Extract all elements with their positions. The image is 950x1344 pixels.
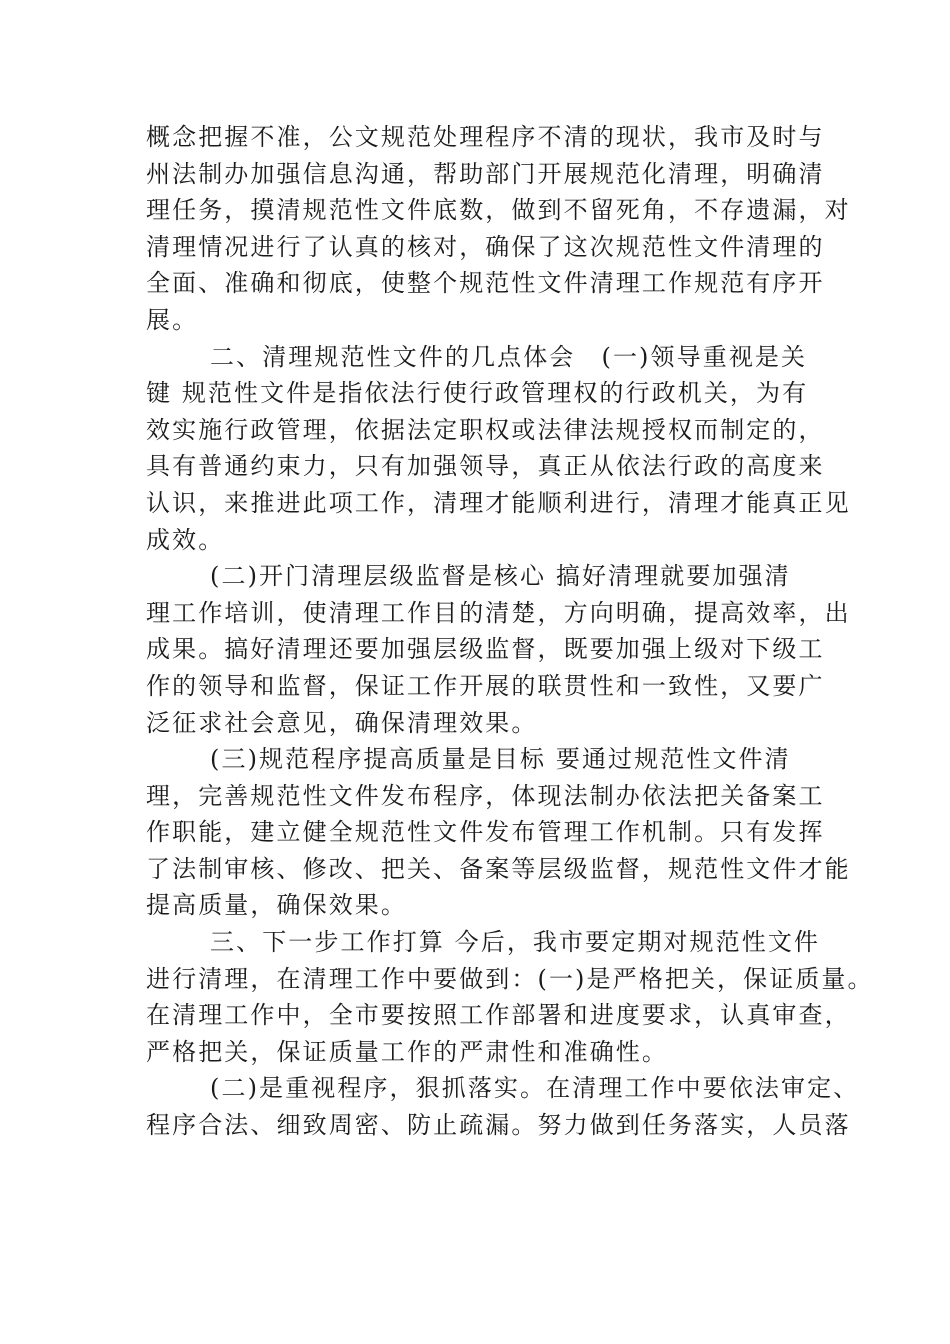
text-line: (三)规范程序提高质量是目标 要通过规范性文件清 bbox=[210, 745, 791, 774]
text-line: 泛征求社会意见，确保清理效果。 bbox=[146, 708, 538, 737]
text-line: 认识，来推进此项工作，清理才能顺利进行，清理才能真正见 bbox=[146, 488, 851, 517]
text-line: 成效。 bbox=[146, 525, 225, 554]
text-line: 提高质量，确保效果。 bbox=[146, 891, 407, 920]
text-line: (二)是重视程序，狠抓落实。在清理工作中要依法审定、 bbox=[210, 1074, 860, 1103]
text-line: 在清理工作中，全市要按照工作部署和进度要求，认真审查， bbox=[146, 1001, 851, 1030]
text-line: 作职能，建立健全规范性文件发布管理工作机制。只有发挥 bbox=[146, 818, 825, 847]
text-line: 理，完善规范性文件发布程序，体现法制办依法把关备案工 bbox=[146, 781, 825, 810]
text-line: 效实施行政管理，依据法定职权或法律法规授权而制定的， bbox=[146, 415, 825, 444]
text-line: 州法制办加强信息沟通，帮助部门开展规范化清理，明确清 bbox=[146, 159, 825, 188]
text-line: 理任务，摸清规范性文件底数，做到不留死角，不存遗漏，对 bbox=[146, 196, 851, 225]
text-line: 程序合法、细致周密、防止疏漏。努力做到任务落实，人员落 bbox=[146, 1111, 851, 1140]
text-line: 作的领导和监督，保证工作开展的联贯性和一致性，又要广 bbox=[146, 671, 825, 700]
text-line: 严格把关，保证质量工作的严肃性和准确性。 bbox=[146, 1037, 668, 1066]
text-line: 键 规范性文件是指依法行使行政管理权的行政机关，为有 bbox=[146, 379, 809, 408]
text-line: 展。 bbox=[146, 305, 199, 334]
text-line: 了法制审核、修改、把关、备案等层级监督，规范性文件才能 bbox=[146, 854, 851, 883]
text-line: 具有普通约束力，只有加强领导，真正从依法行政的高度来 bbox=[146, 452, 825, 481]
text-line: 进行清理，在清理工作中要做到：(一)是严格把关，保证质量。 bbox=[146, 964, 874, 993]
text-line: 概念把握不准，公文规范处理程序不清的现状，我市及时与 bbox=[146, 123, 825, 151]
text-line: 三、下一步工作打算 今后，我市要定期对规范性文件 bbox=[210, 928, 821, 957]
document-body bbox=[146, 119, 874, 1144]
text-line: 理工作培训，使清理工作目的清楚，方向明确，提高效率，出 bbox=[146, 598, 851, 627]
text-line: 全面、准确和彻底，使整个规范性文件清理工作规范有序开 bbox=[146, 269, 825, 298]
text-line: (二)开门清理层级监督是核心 搞好清理就要加强清 bbox=[210, 562, 791, 591]
text-line: 成果。搞好清理还要加强层级监督，既要加强上级对下级工 bbox=[146, 635, 825, 664]
text-line: 清理情况进行了认真的核对，确保了这次规范性文件清理的 bbox=[146, 232, 825, 261]
text-line: 二、清理规范性文件的几点体会 (一)领导重视是关 bbox=[210, 342, 808, 371]
